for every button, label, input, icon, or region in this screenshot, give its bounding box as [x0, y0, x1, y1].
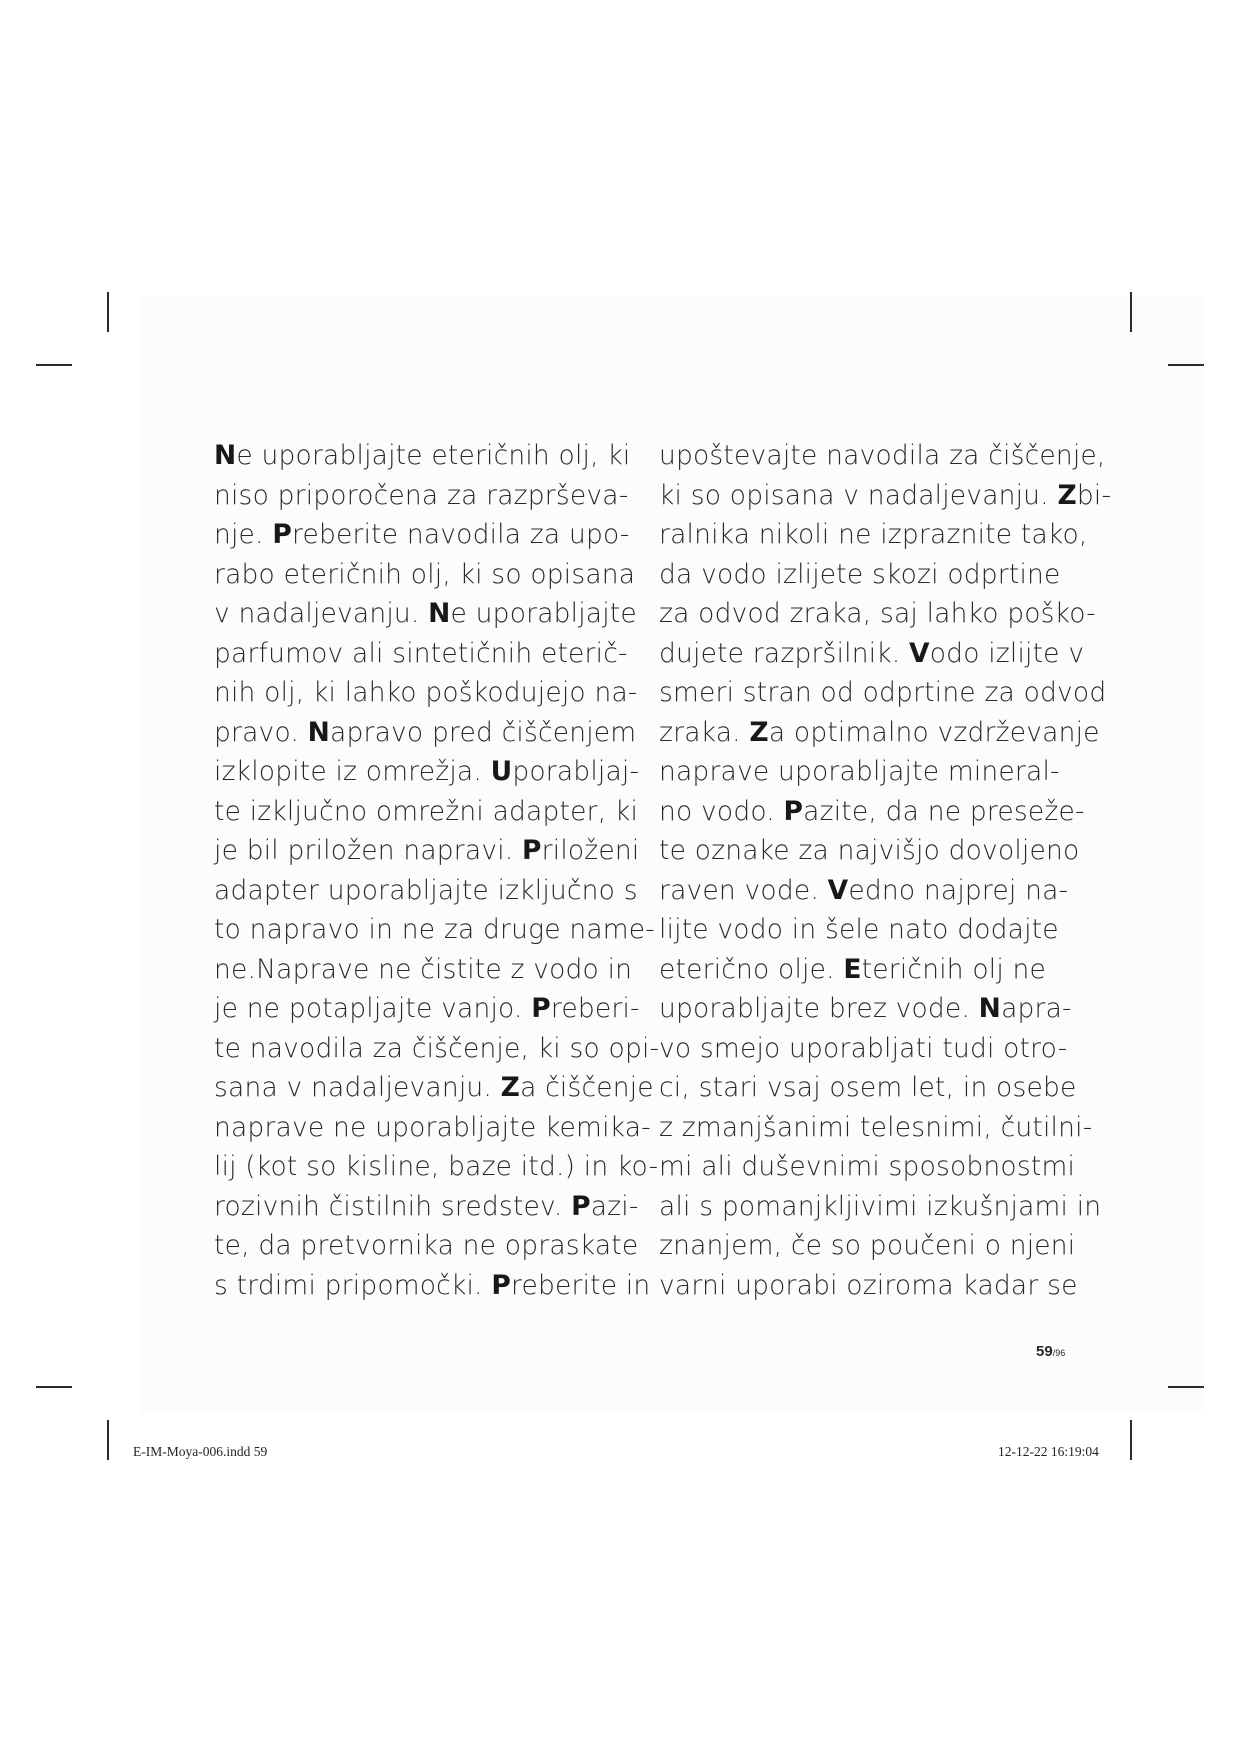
text-segment: upoštevajte navodila za čiščenje, — [659, 440, 1106, 471]
text-segment: varni uporabi oziroma kadar se — [659, 1269, 1078, 1301]
text-segment: nih olj, ki lahko poškodujejo na- — [214, 677, 638, 708]
text-segment: te oznake za najvišjo dovoljeno — [659, 835, 1080, 866]
text-segment: rozivnih čistilnih sredstev. — [214, 1190, 572, 1222]
text-line — [214, 476, 638, 516]
text-segment: apravo pred čiščenjem — [330, 716, 637, 748]
text-line — [214, 1266, 651, 1306]
text-segment: v nadaljevanju. — [214, 598, 429, 629]
text-segment: lijte vodo in šele nato dodajte — [659, 914, 1059, 945]
text-line — [659, 1226, 1083, 1266]
text-line — [214, 752, 638, 792]
text-segment: odo izlijte v — [929, 637, 1085, 669]
text-line — [659, 989, 1083, 1029]
text-segment: lij (kot so kisline, baze itd.) in ko- — [214, 1151, 659, 1182]
bold-initial: N — [307, 716, 331, 748]
text-line — [659, 634, 1083, 674]
text-line — [214, 1147, 659, 1187]
bold-initial: N — [428, 598, 451, 629]
text-segment: raven vode. — [659, 874, 828, 906]
text-line — [659, 910, 1083, 950]
text-segment: adapter uporabljajte izključno s — [214, 874, 638, 906]
slug-filename: E-IM-Moya-006.indd 59 — [133, 1444, 268, 1459]
text-segment: azite, da ne preseže- — [803, 795, 1085, 827]
text-line — [214, 1108, 651, 1148]
text-line — [214, 1068, 654, 1108]
text-segment: je ne potapljajte vanjo. — [214, 993, 532, 1024]
text-line — [214, 792, 638, 832]
bold-initial: P — [272, 519, 292, 550]
bold-initial: P — [783, 795, 804, 827]
text-segment: z zmanjšanimi telesnimi, čutilni- — [659, 1111, 1093, 1143]
text-segment: azi- — [590, 1190, 639, 1222]
text-segment: e uporabljajte eteričnih olj, ki — [236, 440, 631, 471]
text-segment: eterično olje. — [659, 953, 844, 985]
text-segment: znanjem, če so poučeni o njeni — [659, 1230, 1076, 1261]
text-line — [214, 634, 638, 674]
bold-initial: V — [827, 874, 849, 906]
text-line — [214, 871, 638, 911]
text-segment: naprave uporabljajte mineral- — [659, 756, 1060, 787]
text-line — [214, 1187, 638, 1227]
bold-initial: Z — [749, 716, 769, 748]
text-segment: edno najprej na- — [848, 874, 1069, 906]
text-line — [214, 515, 638, 555]
text-segment: uporabljajte brez vode. — [659, 993, 979, 1024]
text-line — [214, 831, 638, 871]
text-line — [659, 831, 1083, 871]
text-line — [659, 1187, 1102, 1227]
bold-initial: P — [491, 1269, 511, 1301]
text-line — [214, 555, 638, 595]
text-line — [659, 1029, 1083, 1069]
text-column-right — [659, 436, 1112, 1305]
bold-initial: E — [843, 953, 862, 985]
crop-mark-top-left-horizontal — [36, 364, 72, 366]
text-line — [659, 594, 1096, 634]
text-segment: reberite navodila za upo- — [291, 519, 630, 550]
text-segment: no vodo. — [659, 795, 784, 827]
text-segment: reberi- — [550, 993, 640, 1024]
text-segment: e uporabljajte — [450, 598, 637, 629]
text-segment: dujete razpršilnik. — [659, 637, 910, 669]
text-line — [214, 950, 638, 990]
text-segment: te, da pretvornika ne opraskate — [214, 1230, 639, 1261]
text-segment: da vodo izlijete skozi odprtine — [659, 558, 1061, 590]
bold-initial: Z — [500, 1072, 521, 1103]
crop-mark-bottom-left-vertical — [107, 1420, 109, 1460]
text-segment: teričnih olj ne — [861, 953, 1047, 985]
text-segment: to napravo in ne za druge name- — [214, 914, 656, 945]
text-line — [214, 673, 638, 713]
crop-mark-bottom-right-horizontal — [1168, 1386, 1204, 1388]
text-segment: ci, stari vsaj osem let, in osebe — [659, 1072, 1077, 1103]
text-line — [659, 871, 1083, 911]
text-segment: porabljaj- — [512, 756, 640, 787]
text-line — [214, 713, 638, 753]
slug-timestamp: 12-12-22 16:19:04 — [998, 1444, 1099, 1459]
text-segment: apra- — [1001, 993, 1072, 1024]
text-line — [659, 1068, 1083, 1108]
text-segment: rabo eteričnih olj, ki so opisana — [214, 558, 636, 590]
text-segment: te izključno omrežni adapter, ki — [214, 795, 639, 827]
bold-initial: N — [214, 440, 237, 471]
text-line — [214, 989, 638, 1029]
text-line — [214, 1029, 660, 1069]
text-column-left — [214, 436, 660, 1305]
text-line — [214, 436, 638, 476]
text-line — [659, 476, 1112, 516]
bold-initial: P — [531, 993, 551, 1024]
text-segment: reberite in — [510, 1269, 651, 1301]
text-segment: ralnika nikoli ne izpraznite tako, — [659, 519, 1088, 550]
bold-initial: N — [978, 993, 1002, 1024]
text-line — [659, 673, 1107, 713]
text-segment: a čiščenje — [520, 1072, 654, 1103]
text-segment: mi ali duševnimi sposobnostmi — [659, 1151, 1076, 1182]
text-line — [659, 1266, 1083, 1306]
text-segment: naprave ne uporabljajte kemika- — [214, 1111, 651, 1143]
page-number-total: /96 — [1052, 1348, 1066, 1358]
text-segment: je bil priložen napravi. — [214, 835, 523, 866]
page-number-current: 59 — [1036, 1343, 1053, 1360]
crop-mark-bottom-left-horizontal — [36, 1386, 72, 1388]
text-line — [659, 950, 1083, 990]
text-segment: pravo. — [214, 716, 308, 748]
text-segment: izklopite iz omrežja. — [214, 756, 491, 787]
text-segment: smeri stran od odprtine za odvod — [659, 677, 1107, 708]
text-line — [214, 1226, 638, 1266]
bold-initial: U — [490, 756, 513, 787]
text-line — [214, 594, 638, 634]
text-segment: parfumov ali sintetičnih eterič- — [214, 637, 628, 669]
page-number — [1036, 1343, 1065, 1360]
text-segment: riloženi — [541, 835, 640, 866]
text-segment: bi- — [1076, 479, 1112, 511]
text-line — [659, 1147, 1083, 1187]
crop-mark-top-right-vertical — [1130, 292, 1132, 332]
text-line — [214, 910, 656, 950]
text-segment: niso priporočena za razprševa- — [214, 479, 629, 511]
text-line — [659, 752, 1083, 792]
text-line — [659, 792, 1083, 832]
text-line — [659, 555, 1083, 595]
text-line — [659, 713, 1100, 753]
bold-initial: Z — [1057, 479, 1077, 511]
text-segment: ne.Naprave ne čistite z vodo in — [214, 953, 633, 985]
crop-mark-bottom-right-vertical — [1130, 1420, 1132, 1460]
text-segment: vo smejo uporabljati tudi otro- — [659, 1032, 1068, 1064]
text-segment: zraka. — [659, 716, 750, 748]
crop-mark-top-right-horizontal — [1168, 364, 1204, 366]
bold-initial: P — [571, 1190, 591, 1222]
text-segment: ki so opisana v nadaljevanju. — [659, 479, 1058, 511]
bold-initial: V — [909, 637, 930, 669]
text-line — [659, 436, 1106, 476]
crop-mark-top-left-vertical — [107, 292, 109, 332]
bold-initial: P — [522, 835, 542, 866]
text-segment: ali s pomanjkljivimi izkušnjami in — [659, 1190, 1102, 1222]
text-segment: nje. — [214, 519, 273, 550]
text-segment: za odvod zraka, saj lahko poško- — [659, 598, 1096, 629]
text-segment: s trdimi pripomočki. — [214, 1269, 492, 1301]
text-segment: sana v nadaljevanju. — [214, 1072, 501, 1103]
text-segment: te navodila za čiščenje, ki so opi- — [214, 1032, 660, 1064]
text-line — [659, 515, 1088, 555]
text-segment: a optimalno vzdrževanje — [768, 716, 1100, 748]
text-line — [659, 1108, 1093, 1148]
